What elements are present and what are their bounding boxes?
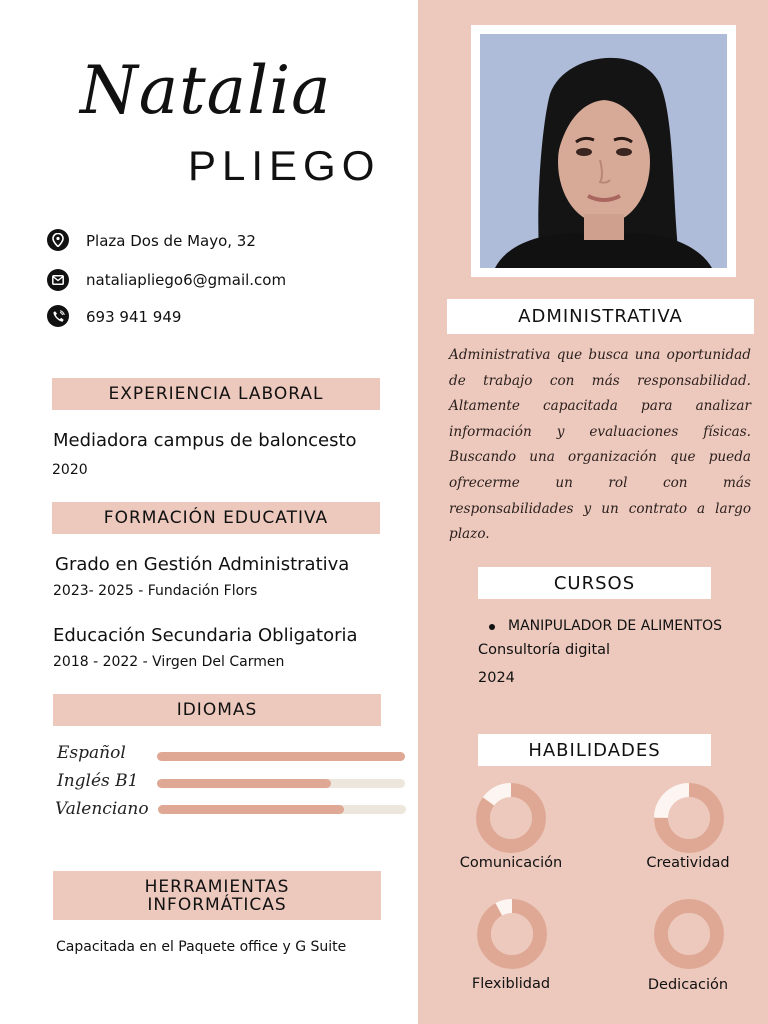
profile-summary: Administrativa que busca una oportunidad de trabajo con más responsabilidad. Altamente capacitada para analizar información y evaluaciones físicas. Buscando una organización que pueda ofrecerme un rol con más responsabilidades y un contrato a largo plazo.: [449, 347, 751, 543]
location-pin-icon: [47, 229, 69, 251]
phone-icon: [47, 305, 69, 327]
courses-heading: CURSOS: [478, 567, 711, 599]
address-text: Plaza Dos de Mayo, 32: [86, 232, 256, 250]
language-name-3: Valenciano: [55, 799, 149, 819]
profile-photo: [480, 34, 727, 268]
education-detail-1: 2023- 2025 - Fundación Flors: [53, 583, 258, 599]
skill-label-2: Creatividad: [646, 855, 730, 871]
email-link[interactable]: nataliapliego6@gmail.com: [86, 271, 287, 289]
language-bar-track-3: [158, 805, 406, 814]
education-degree-1: Grado en Gestión Administrativa: [55, 554, 350, 575]
skill-label-1: Comunicación: [459, 855, 563, 871]
tools-heading: HERRAMIENTAS INFORMÁTICAS: [53, 871, 381, 920]
language-bar-track-1: [157, 752, 405, 761]
skill-label-4: Dedicación: [647, 977, 729, 993]
language-bar-track-2: [157, 779, 405, 788]
language-bar-fill-2: [157, 779, 331, 788]
education-detail-2: 2018 - 2022 - Virgen Del Carmen: [53, 654, 285, 670]
skill-ring-1: [474, 781, 548, 855]
course-year: 2024: [478, 670, 515, 686]
phone-text: 693 941 949: [86, 308, 182, 326]
language-name-2: Inglés B1: [57, 771, 139, 791]
experience-role: Mediadora campus de baloncesto: [53, 430, 357, 451]
language-bar-fill-3: [158, 805, 344, 814]
language-name-1: Español: [57, 743, 126, 763]
tools-text: Capacitada en el Paquete office y G Suite: [56, 939, 347, 955]
first-name: Natalia: [80, 52, 332, 129]
email-icon: [47, 269, 69, 291]
education-heading: FORMACIÓN EDUCATIVA: [52, 502, 380, 534]
profile-heading: ADMINISTRATIVA: [447, 299, 754, 334]
course-bullet-icon: [489, 624, 495, 630]
education-degree-2: Educación Secundaria Obligatoria: [53, 625, 358, 646]
skills-heading: HABILIDADES: [478, 734, 711, 766]
experience-heading: EXPERIENCIA LABORAL: [52, 378, 380, 410]
languages-heading: IDIOMAS: [53, 694, 381, 726]
language-bar-fill-1: [157, 752, 405, 761]
experience-year: 2020: [52, 462, 88, 478]
profile-photo-frame: [471, 25, 736, 277]
skill-ring-2: [652, 781, 726, 855]
course-item: MANIPULADOR DE ALIMENTOS: [508, 618, 723, 634]
skill-label-3: Flexiblidad: [471, 976, 551, 992]
skill-ring-3: [475, 897, 549, 971]
skill-ring-4: [652, 897, 726, 971]
last-name: PLIEGO: [188, 142, 381, 189]
course-provider: Consultoría digital: [478, 642, 611, 658]
